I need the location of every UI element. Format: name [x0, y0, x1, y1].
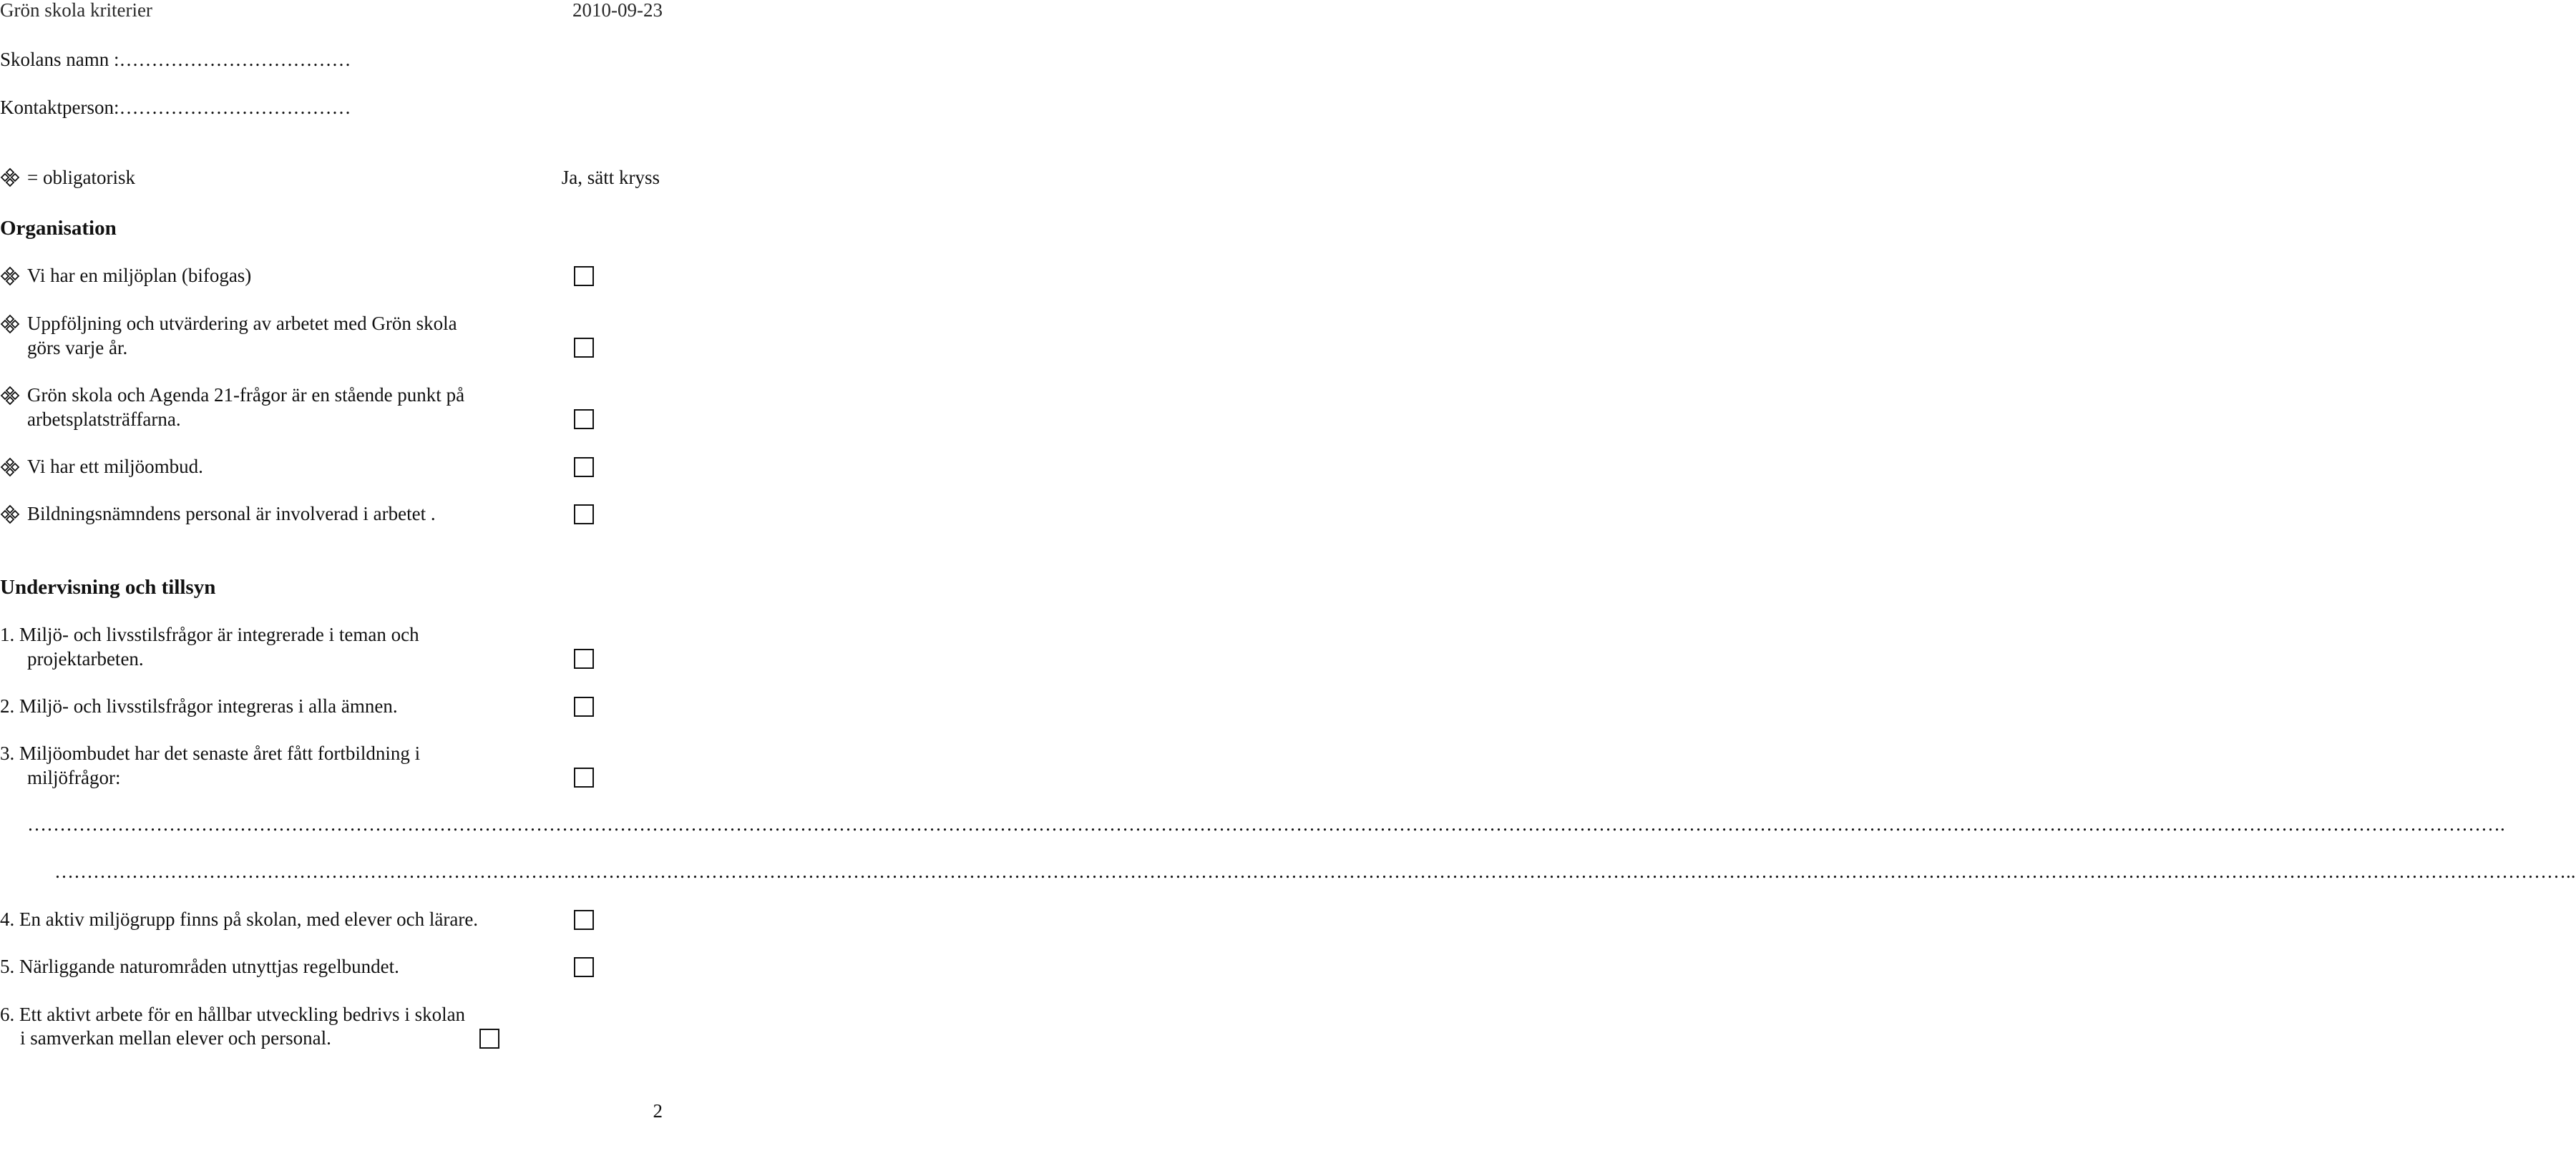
checkbox[interactable] [574, 649, 594, 669]
item-text-continued: miljöfrågor: [27, 767, 121, 788]
checkbox[interactable] [574, 504, 594, 524]
diamond-bullet-icon [0, 314, 20, 334]
column-header-yes: Ja, sätt kryss [561, 167, 660, 188]
item-text: 1. Miljö- och livsstilsfrågor är integrerade i teman och [0, 624, 419, 645]
item-text: Uppföljning och utvärdering av arbetet med Grön skola [27, 313, 457, 334]
item-text: Vi har ett miljöombud. [27, 456, 203, 477]
item-text: Vi har en miljöplan (bifogas) [27, 265, 252, 286]
section-heading-teaching: Undervisning och tillsyn [0, 576, 216, 599]
document-date: 2010-09-23 [572, 0, 663, 21]
diamond-bullet-icon [0, 457, 20, 477]
item-text: Bildningsnämndens personal är involverad i arbetet . [27, 503, 436, 524]
checkbox[interactable] [574, 409, 594, 429]
fill-in-line[interactable]: ………………………………………………………………………………………………………………………………………………………………………………………………………………………………………………………………………………………………………………………………………………………….. [54, 861, 2576, 882]
checkbox[interactable] [574, 910, 594, 930]
document-title: Grön skola kriterier [0, 0, 152, 21]
checkbox[interactable] [574, 266, 594, 286]
legend-mandatory: = obligatorisk [27, 167, 135, 188]
item-text: 3. Miljöombudet har det senaste året fått fortbildning i [0, 743, 421, 764]
section-heading-organisation: Organisation [0, 217, 117, 240]
school-name-field[interactable]: Skolans namn :……………………………… [0, 49, 351, 70]
diamond-bullet-icon [0, 504, 20, 524]
checkbox[interactable] [574, 697, 594, 717]
checkbox[interactable] [479, 1029, 499, 1049]
checkbox[interactable] [574, 957, 594, 977]
item-text: 5. Närliggande naturområden utnyttjas regelbundet. [0, 956, 399, 977]
item-text-continued: i samverkan mellan elever och personal. [20, 1027, 331, 1049]
item-text-continued: projektarbeten. [27, 648, 144, 670]
item-text: 4. En aktiv miljögrupp finns på skolan, med elever och lärare. [0, 908, 479, 930]
contact-person-field[interactable]: Kontaktperson:……………………………… [0, 97, 351, 118]
item-text: 6. Ett aktivt arbete för en hållbar utveckling bedrivs i skolan [0, 1004, 466, 1025]
checkbox[interactable] [574, 338, 594, 358]
checkbox[interactable] [574, 768, 594, 788]
diamond-bullet-icon [0, 167, 20, 187]
page-number: 2 [653, 1100, 663, 1122]
fill-in-line[interactable]: ……………………………………………………………………………………………………………………………………………………………………………………………………………………………………………………………………………………………………………………………………………………. [27, 813, 2505, 835]
item-text: 2. Miljö- och livsstilsfrågor integreras i alla ämnen. [0, 695, 398, 717]
diamond-bullet-icon [0, 266, 20, 286]
item-text-continued: arbetsplatsträffarna. [27, 408, 181, 430]
item-text: Grön skola och Agenda 21-frågor är en stående punkt på [27, 384, 465, 406]
checkbox[interactable] [574, 457, 594, 477]
diamond-bullet-icon [0, 386, 20, 406]
item-text-continued: görs varje år. [27, 337, 128, 358]
